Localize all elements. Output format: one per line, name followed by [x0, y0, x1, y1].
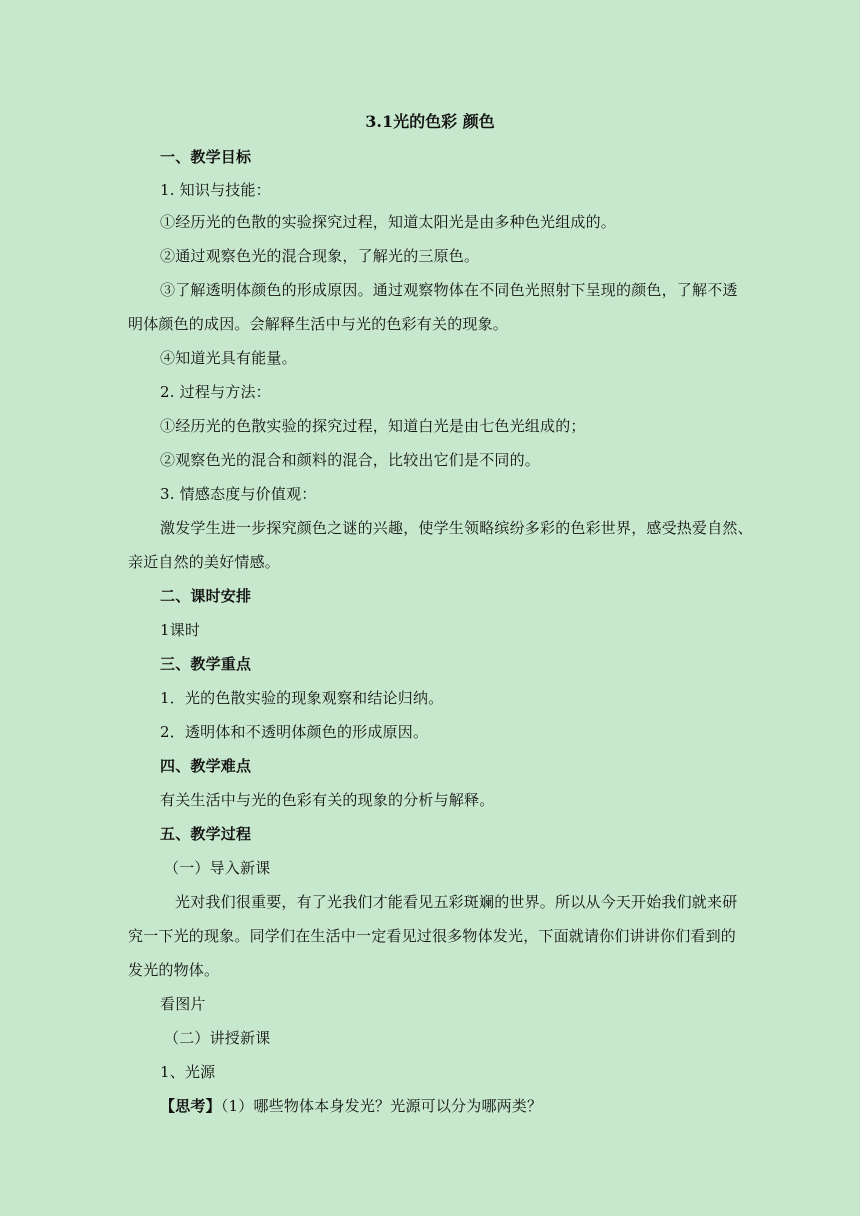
section-heading-difficulties: 四、教学难点 — [160, 757, 252, 775]
goal-line-1: ①经历光的色散的实验探究过程，知道太阳光是由多种色光组成的。 — [160, 213, 617, 231]
goal-line-3a: ③了解透明体颜色的形成原因。通过观察物体在不同色光照射下呈现的颜色，了解不透 — [160, 281, 738, 299]
section-heading-teaching-goals: 一、教学目标 — [160, 148, 252, 166]
intro-paragraph-line-1: 光对我们很重要，有了光我们才能看见五彩斑斓的世界。所以从今天开始我们就来研 — [175, 893, 738, 911]
attitude-line-2: 亲近自然的美好情感。 — [128, 553, 281, 571]
intro-paragraph-line-3: 发光的物体。 — [128, 961, 220, 979]
process-line-2: ②观察色光的混合和颜料的混合，比较出它们是不同的。 — [160, 451, 541, 469]
subsection-intro: （一）导入新课 — [164, 859, 271, 877]
class-hours-value: 1课时 — [160, 621, 201, 639]
subheading-attitude-values: 3. 情感态度与价值观： — [160, 485, 317, 503]
goal-line-3b: 明体颜色的成因。会解释生活中与光的色彩有关的现象。 — [128, 315, 509, 333]
process-line-1: ①经历光的色散实验的探究过程，知道白光是由七色光组成的； — [160, 417, 586, 435]
section-heading-teaching-process: 五、教学过程 — [160, 825, 252, 843]
document-title: 3.1光的色彩 颜色 — [365, 112, 495, 131]
key-point-2: 2．透明体和不透明体颜色的形成原因。 — [160, 723, 429, 741]
section-heading-key-points: 三、教学重点 — [160, 655, 252, 673]
intro-paragraph-line-2: 究一下光的现象。同学们在生活中一定看见过很多物体发光，下面就请你们讲讲你们看到的 — [128, 927, 737, 945]
subheading-process-methods: 2. 过程与方法： — [160, 383, 271, 401]
subheading-knowledge-skills: 1. 知识与技能： — [160, 181, 271, 199]
difficulty-line: 有关生活中与光的色彩有关的现象的分析与解释。 — [160, 791, 495, 809]
attitude-line-1: 激发学生进一步探究颜色之谜的兴趣，使学生领略缤纷多彩的色彩世界，感受热爱自然、 — [160, 519, 753, 537]
light-source-heading: 1、光源 — [160, 1063, 216, 1081]
view-pictures-line: 看图片 — [160, 995, 206, 1013]
think-question-line — [160, 1094, 770, 1118]
subsection-new-lesson: （二）讲授新课 — [164, 1029, 271, 1047]
goal-line-2: ②通过观察色光的混合现象，了解光的三原色。 — [160, 247, 480, 265]
think-question-text: （1）哪些物体本身发光？光源可以分为哪两类？ — [220, 1097, 543, 1115]
think-label: 【思考】 — [160, 1097, 221, 1115]
key-point-1: 1．光的色散实验的现象观察和结论归纳。 — [160, 689, 444, 707]
goal-line-4: ④知道光具有能量。 — [160, 349, 297, 367]
section-heading-class-hours: 二、课时安排 — [160, 587, 252, 605]
